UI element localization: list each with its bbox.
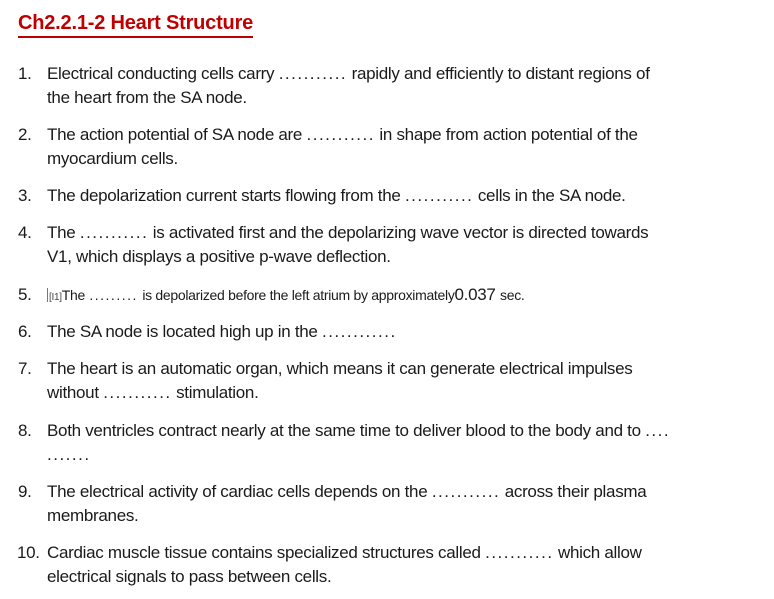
question-number: 9. bbox=[18, 482, 32, 501]
question-text-pre: The electrical activity of cardiac cells depends on the bbox=[47, 482, 428, 501]
blank-dots: ........... bbox=[79, 223, 149, 242]
question-number: 8. bbox=[18, 421, 32, 440]
question-text-line1: The heart is an automatic organ, which means it can generate electrical impulses bbox=[47, 359, 633, 378]
question-text bbox=[47, 357, 767, 405]
question-text bbox=[47, 480, 767, 528]
question-number: 6. bbox=[18, 322, 32, 341]
question-number: 10. bbox=[17, 543, 40, 562]
question-text-pre: The bbox=[47, 223, 76, 242]
question-text bbox=[47, 541, 767, 589]
question-text-pre: The action potential of SA node are bbox=[47, 125, 303, 144]
blank-dots: ........... bbox=[431, 482, 501, 501]
blank-dots: ........... bbox=[278, 64, 348, 83]
blank-dots: .... bbox=[645, 421, 671, 440]
question-text-pre: The bbox=[61, 287, 85, 303]
blank-dots-line2: ....... bbox=[47, 445, 91, 464]
question-number: 3. bbox=[18, 186, 32, 205]
question-text-post: is activated first and the depolarizing wave vector is directed towards bbox=[152, 223, 649, 242]
question-text-line2: electrical signals to pass between cells. bbox=[47, 567, 332, 586]
blank-dots: ........... bbox=[306, 125, 375, 144]
question-text-post: which allow bbox=[558, 543, 642, 562]
question-text bbox=[47, 62, 767, 110]
question-text-pre: Cardiac muscle tissue contains specialized structures called bbox=[47, 543, 481, 562]
question-number: 7. bbox=[18, 359, 32, 378]
question-text-pre: without bbox=[47, 383, 99, 402]
question-text-line2: myocardium cells. bbox=[47, 149, 178, 168]
question-text-line2: the heart from the SA node. bbox=[47, 88, 247, 107]
question-text-line2: membranes. bbox=[47, 506, 139, 525]
comment-marker[interactable]: [I1] bbox=[49, 292, 62, 303]
question-text-post: in shape from action potential of the bbox=[379, 125, 638, 144]
page-title: Ch2.2.1-2 Heart Structure bbox=[18, 11, 253, 38]
question-number: 5. bbox=[18, 285, 32, 304]
blank-dots: ........... bbox=[404, 186, 474, 205]
question-text-pre: Electrical conducting cells carry bbox=[47, 64, 275, 83]
question-text-post: across their plasma bbox=[504, 482, 647, 501]
blank-dots: ........... bbox=[485, 543, 554, 562]
question-text bbox=[47, 283, 767, 310]
blank-dots: ......... bbox=[89, 287, 138, 303]
time-unit: sec. bbox=[500, 287, 525, 303]
question-text-post: is depolarized before the left atrium by approximately bbox=[142, 287, 455, 303]
question-text-pre: The SA node is located high up in the bbox=[47, 322, 318, 341]
question-text bbox=[47, 123, 767, 171]
blank-dots: ............ bbox=[321, 322, 397, 341]
question-text-line2: V1, which displays a positive p-wave deflection. bbox=[47, 247, 391, 266]
question-text bbox=[47, 419, 767, 467]
question-text-pre: The depolarization current starts flowing from the bbox=[47, 186, 401, 205]
blank-dots: ........... bbox=[103, 383, 172, 402]
question-number: 1. bbox=[18, 64, 32, 83]
question-text bbox=[47, 320, 767, 344]
question-number: 4. bbox=[18, 223, 32, 242]
question-number: 2. bbox=[18, 125, 32, 144]
question-text-pre: Both ventricles contract nearly at the same time to deliver blood to the body and to bbox=[47, 421, 641, 440]
question-text-post: rapidly and efficiently to distant regions of bbox=[351, 64, 650, 83]
question-text-post: cells in the SA node. bbox=[477, 186, 626, 205]
question-text-post: stimulation. bbox=[176, 383, 259, 402]
question-text bbox=[47, 184, 767, 208]
time-value: 0.037 bbox=[454, 285, 496, 304]
question-text bbox=[47, 221, 767, 269]
